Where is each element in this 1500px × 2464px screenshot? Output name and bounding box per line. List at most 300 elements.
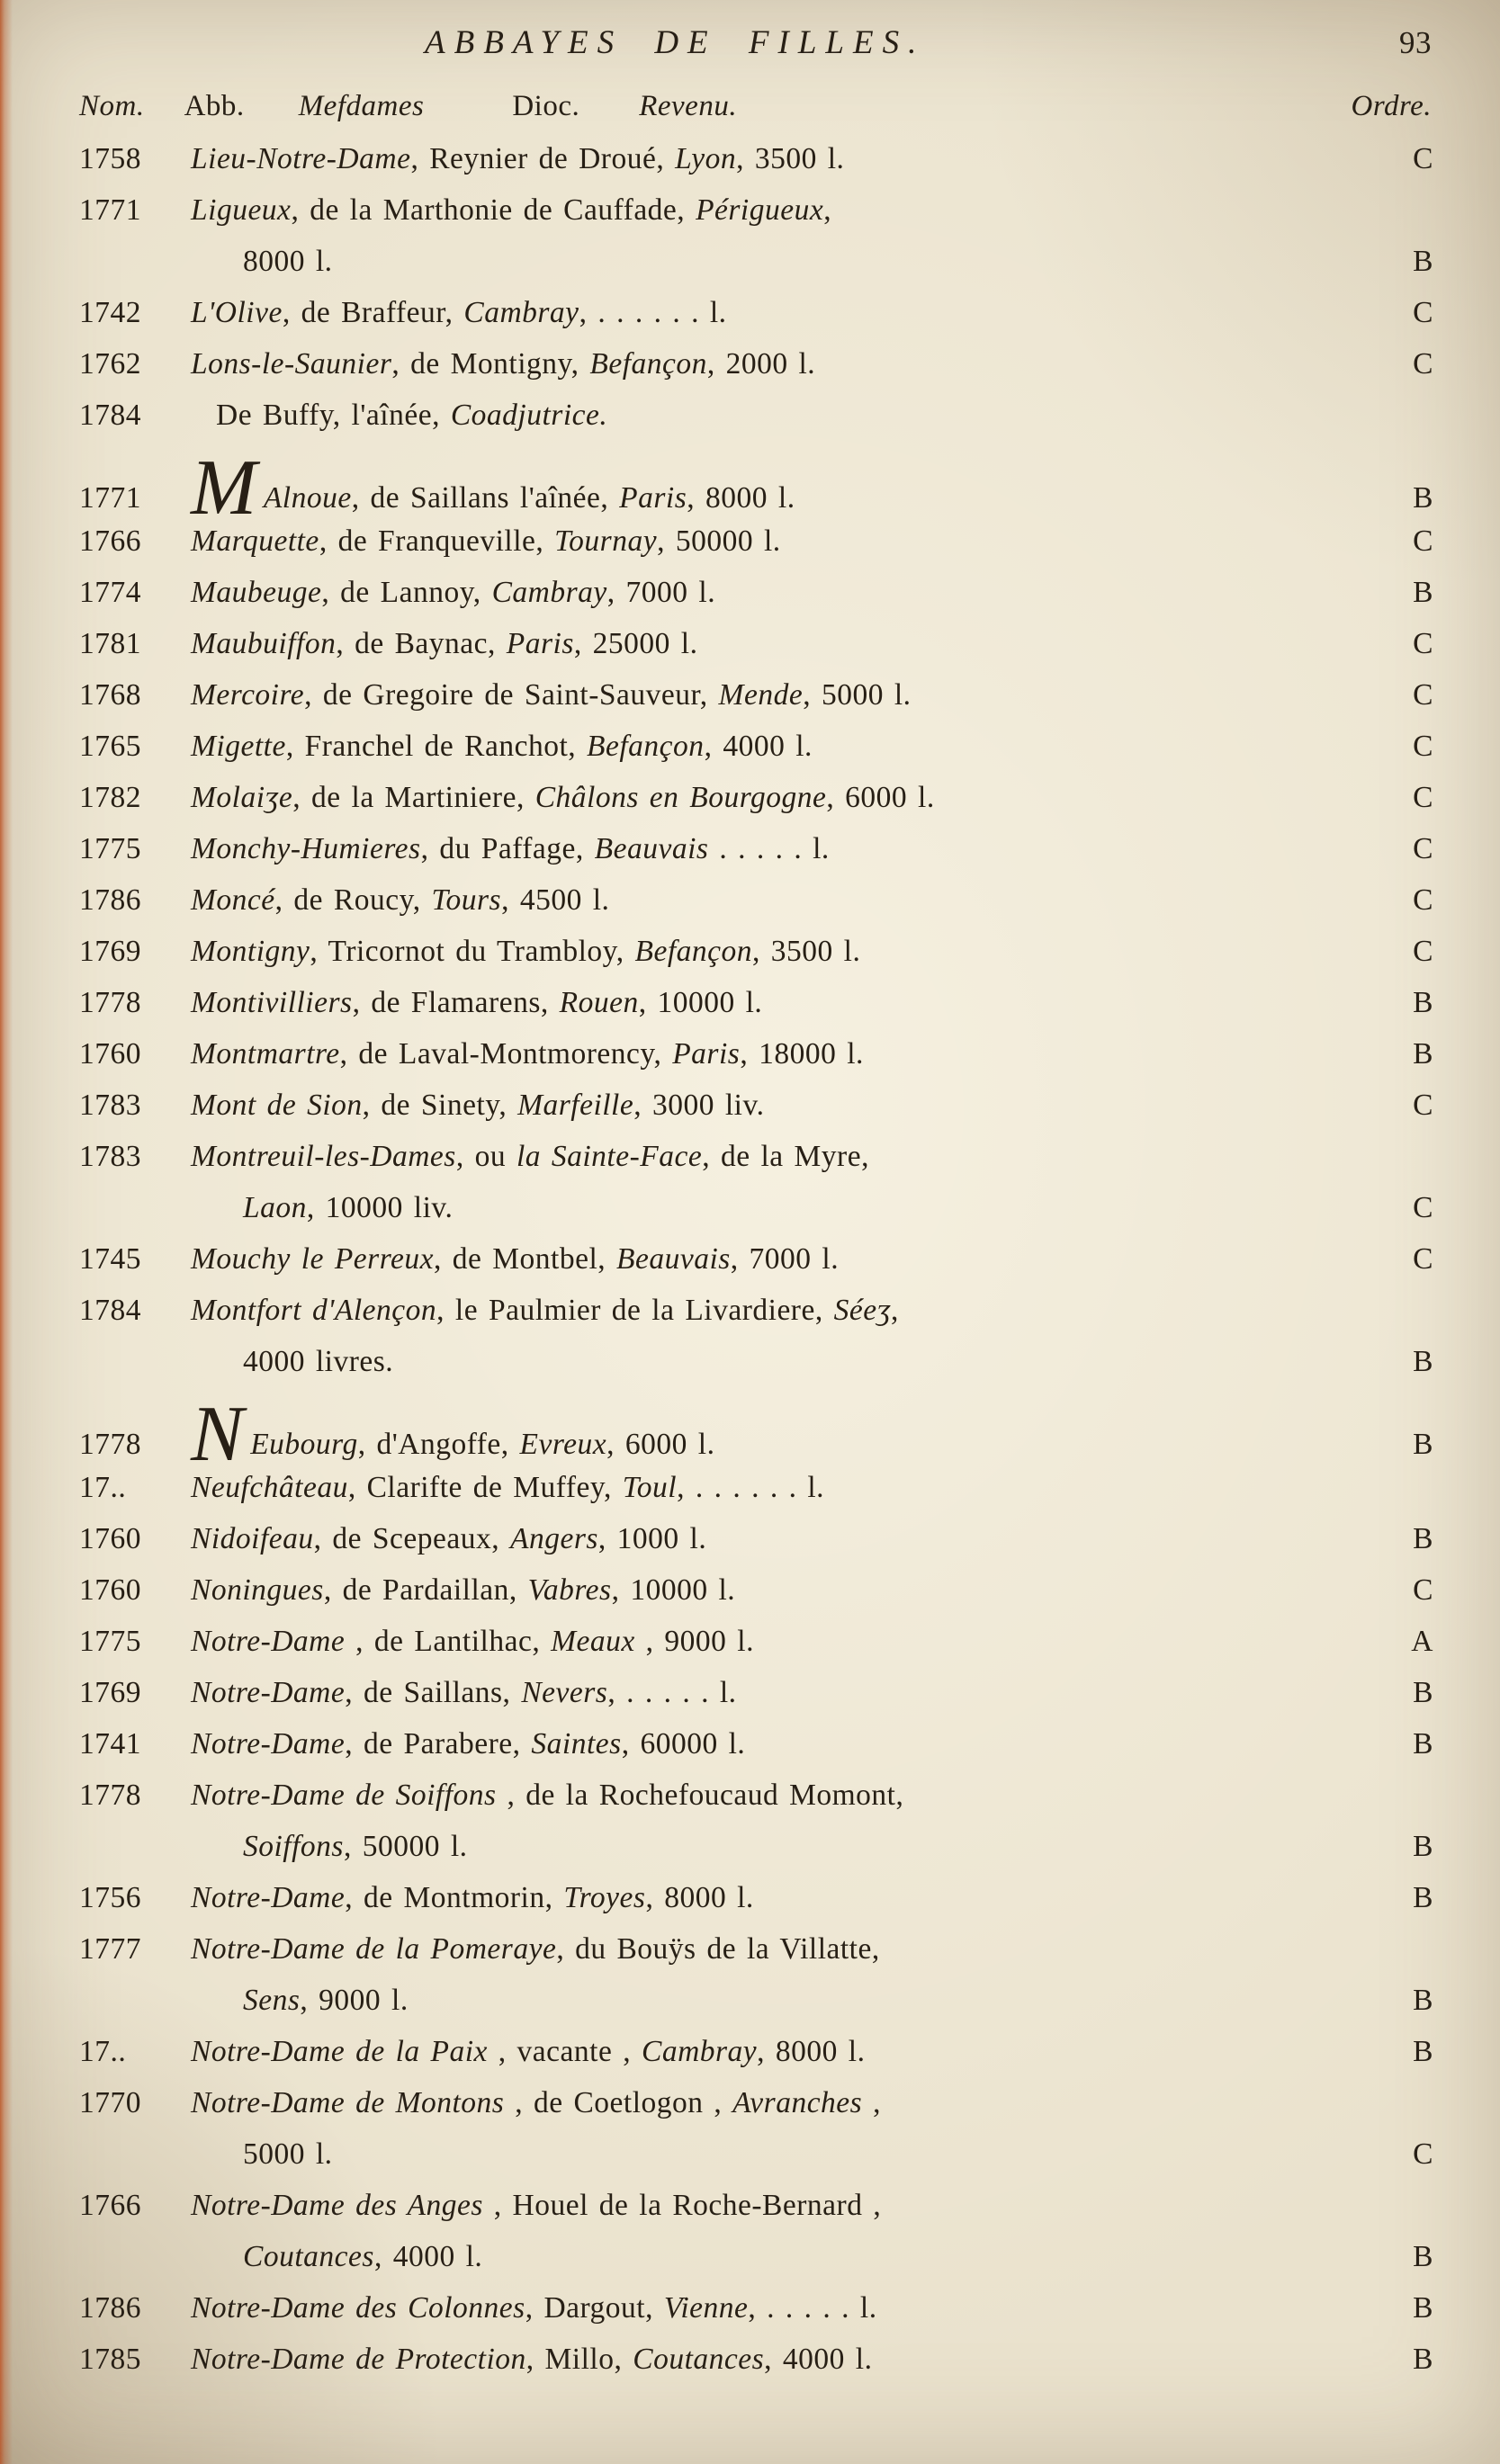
- entry-text: [191, 1564, 1392, 1616]
- entry-row: [79, 1462, 1433, 1513]
- entry-text-italic: Moncé: [191, 883, 275, 917]
- entry-year: 1778: [79, 1779, 141, 1812]
- entry-order-letter: B: [1413, 1830, 1433, 1863]
- entry-continuation-row: [79, 1975, 1433, 2026]
- entry-text-italic: Lyon: [675, 142, 737, 175]
- entry-text-italic: Paris: [506, 627, 574, 660]
- entry-text: [191, 669, 1392, 721]
- entry-text-italic: Mende: [718, 678, 804, 712]
- entry-text-roman: , 8000 l.: [645, 1881, 754, 1914]
- entry-order-letter: B: [1413, 986, 1433, 1019]
- entry-year: 1770: [79, 2086, 141, 2119]
- entry-row: [79, 1667, 1433, 1718]
- entry-text-italic: Befançon: [589, 347, 707, 381]
- entry-text: [191, 236, 1392, 287]
- entry-text-roman: , 50000 l.: [343, 1830, 468, 1863]
- entry-text-italic: Notre-Dame de Montons: [191, 2086, 505, 2119]
- entry-order-letter: C: [1413, 935, 1433, 968]
- entry-year: 17..: [79, 2035, 127, 2068]
- entry-order-letter: B: [1413, 1037, 1433, 1071]
- entry-year: 1782: [79, 781, 141, 814]
- entry-text: [191, 2334, 1392, 2385]
- entry-continuation-row: [79, 2231, 1433, 2282]
- entry-text-roman: ,: [862, 2086, 881, 2119]
- entry-text-roman: , le Paulmier de la Livardiere,: [436, 1294, 834, 1327]
- entry-year: 1781: [79, 627, 141, 660]
- entry-text: [191, 1028, 1392, 1080]
- entry-row: [79, 1028, 1433, 1080]
- entry-text-roman: , de Montmorin,: [345, 1881, 564, 1914]
- entry-row: [79, 977, 1433, 1028]
- entry-text-italic: Notre-Dame des Colonnes: [191, 2291, 525, 2325]
- entry-text-italic: Tournay: [554, 524, 658, 558]
- entry-order-letter: C: [1413, 781, 1433, 814]
- entry-text-roman: , 4000 l.: [373, 2240, 483, 2273]
- entry-text: [191, 1770, 1392, 1821]
- entry-text-roman: , de Baynac,: [336, 627, 507, 660]
- entry-text-roman: ,: [890, 1294, 899, 1327]
- entry-text-italic: Notre-Dame: [191, 1881, 346, 1914]
- entry-row: [79, 2077, 1433, 2128]
- entry-text-roman: 5000 l.: [243, 2137, 333, 2171]
- entry-text-roman: 8000 l.: [243, 245, 333, 278]
- entry-year: 1758: [79, 142, 141, 175]
- entry-text: [191, 874, 1392, 926]
- entry-row: [79, 1080, 1433, 1131]
- entry-order-letter: C: [1413, 1089, 1433, 1122]
- entry-text-roman: , de Braffeur,: [282, 296, 464, 329]
- entry-text-italic: Beauvais: [616, 1242, 731, 1276]
- entry-row: [79, 1616, 1433, 1667]
- entry-text-roman: , 7000 l.: [730, 1242, 840, 1276]
- entry-text-italic: Noningues: [191, 1573, 324, 1607]
- page-number: 93: [1399, 25, 1432, 60]
- entry-text-italic: Coutances: [633, 2343, 765, 2376]
- entry-row: [79, 390, 1433, 441]
- entry-text-italic: Monchy-Humieres: [191, 832, 421, 865]
- entry-text-roman: , . . . . . l.: [748, 2291, 877, 2325]
- entry-text-roman: , 4500 l.: [501, 883, 610, 917]
- entry-text-italic: Befançon: [634, 935, 753, 968]
- entry-continuation-row: [79, 236, 1433, 287]
- entry-text-italic: Lons-le-Saunier: [191, 347, 392, 381]
- entry-text: [191, 2026, 1392, 2077]
- entry-text-roman: , Tricornot du Trambloy,: [310, 935, 635, 968]
- dropcap-letter: N: [191, 1391, 245, 1478]
- entry-year: 1774: [79, 576, 141, 609]
- entry-text-roman: , 5000 l.: [803, 678, 912, 712]
- entry-row: [79, 1131, 1433, 1182]
- entry-text-italic: Notre-Dame de Protection: [191, 2343, 526, 2376]
- entry-text-italic: Montmartre: [191, 1037, 340, 1071]
- entry-text-italic: Laon: [243, 1191, 307, 1224]
- entry-text-italic: Beauvais: [594, 832, 709, 865]
- entry-text-roman: , 3500 l.: [736, 142, 845, 175]
- entry-year: 1778: [79, 1428, 141, 1461]
- entry-text: [191, 926, 1392, 977]
- entry-text-roman: , 4000 l.: [764, 2343, 873, 2376]
- entry-year: 1786: [79, 2291, 141, 2325]
- entry-text: [191, 721, 1392, 772]
- entry-text-italic: Paris: [672, 1037, 741, 1071]
- entry-order-letter: C: [1413, 678, 1433, 712]
- entry-order-letter: B: [1413, 2291, 1433, 2325]
- entries-list: [79, 133, 1433, 2385]
- entry-order-letter: B: [1413, 1428, 1433, 1461]
- entry-text-roman: , Reynier de Droué,: [410, 142, 676, 175]
- entry-text-italic: Mouchy le Perreux: [191, 1242, 434, 1276]
- entry-text-italic: Sens: [243, 1984, 301, 2017]
- entry-text-roman: , de Montigny,: [391, 347, 590, 381]
- entry-text-roman: , Dargout,: [525, 2291, 664, 2325]
- entry-text: [191, 1872, 1392, 1923]
- entry-text-italic: Cambray: [491, 576, 607, 609]
- entry-text: [191, 618, 1392, 669]
- entry-year: 1786: [79, 883, 141, 917]
- entry-row: [79, 874, 1433, 926]
- entry-row: [79, 1718, 1433, 1770]
- entry-order-letter: B: [1413, 2343, 1433, 2376]
- entry-text: [191, 287, 1392, 338]
- entry-text: [191, 1513, 1392, 1564]
- entry-year: 1760: [79, 1573, 141, 1607]
- entry-row: [79, 1564, 1433, 1616]
- entry-year: 1756: [79, 1881, 141, 1914]
- page-title: ABBAYES DE FILLES.: [425, 24, 926, 61]
- entry-text-roman: , d'Angoffe,: [357, 1428, 520, 1461]
- entry-text-italic: Maubuiffon: [191, 627, 337, 660]
- entry-row: [79, 184, 1433, 236]
- entry-text: [191, 1616, 1392, 1667]
- entry-text-roman: , 60000 l.: [621, 1727, 746, 1761]
- entry-row: [79, 515, 1433, 567]
- entry-order-letter: C: [1413, 1573, 1433, 1607]
- entry-text: [191, 515, 1392, 567]
- entry-text-italic: Notre-Dame de Soiffons: [191, 1779, 497, 1812]
- entry-year: 1775: [79, 1625, 141, 1658]
- entry-text-italic: Evreux: [519, 1428, 607, 1461]
- entry-text-italic: Soiffons: [243, 1830, 344, 1863]
- entry-year: 1765: [79, 730, 141, 763]
- entry-order-letter: B: [1413, 2035, 1433, 2068]
- entry-text-italic: Mercoire: [191, 678, 305, 712]
- entry-text-italic: Neufchâteau: [191, 1471, 348, 1504]
- entry-text-italic: Toul: [622, 1471, 678, 1504]
- entry-order-letter: C: [1413, 296, 1433, 329]
- entry-text-italic: Meaux: [551, 1625, 635, 1658]
- entry-row: [79, 2334, 1433, 2385]
- entry-text-roman: , 50000 l.: [657, 524, 781, 558]
- entry-text-italic: Notre-Dame des Anges: [191, 2189, 483, 2222]
- entry-text-italic: Vienne: [663, 2291, 749, 2325]
- entry-text: [191, 1462, 1392, 1513]
- entry-year: 1760: [79, 1037, 141, 1071]
- entry-text-roman: , de la Martiniere,: [292, 781, 535, 814]
- entry-text-roman: , 8000 l.: [757, 2035, 866, 2068]
- entry-year: 1783: [79, 1089, 141, 1122]
- entry-text: [191, 2180, 1392, 2231]
- entry-text-roman: , de Laval-Montmorency,: [339, 1037, 673, 1071]
- entry-text-italic: Montfort d'Alençon: [191, 1294, 437, 1327]
- entry-order-letter: C: [1413, 883, 1433, 917]
- entry-text-roman: , 6000 l.: [826, 781, 935, 814]
- entry-year: 1771: [79, 481, 141, 515]
- entry-text-italic: Montivilliers: [191, 986, 353, 1019]
- entry-text-roman: , 4000 l.: [704, 730, 813, 763]
- entry-text-roman: , vacante ,: [487, 2035, 642, 2068]
- entry-row: [79, 1513, 1433, 1564]
- entry-text: [191, 823, 1392, 874]
- entry-row: [79, 1285, 1433, 1336]
- entry-year: 1762: [79, 347, 141, 381]
- running-header: [79, 23, 1433, 81]
- entry-order-letter: B: [1413, 1676, 1433, 1709]
- entry-text-roman: , de Flamarens,: [352, 986, 560, 1019]
- entry-text-roman: , de Saillans,: [345, 1676, 522, 1709]
- entry-text-roman: , de la Myre,: [702, 1140, 869, 1173]
- entry-text-italic: Coutances: [243, 2240, 374, 2273]
- entry-text: [191, 1975, 1392, 2026]
- entry-row: [79, 926, 1433, 977]
- entry-order-letter: B: [1413, 1881, 1433, 1914]
- entry-order-letter: C: [1413, 2137, 1433, 2171]
- entry-text-roman: , 10000 l.: [638, 986, 763, 1019]
- entry-text-roman: , de Franqueville,: [319, 524, 555, 558]
- entry-text-italic: Notre-Dame: [191, 1727, 346, 1761]
- entry-row: [79, 1391, 1433, 1478]
- entry-text: [191, 2231, 1392, 2282]
- entry-text-roman: , 3000 liv.: [633, 1089, 765, 1122]
- entry-text: [191, 977, 1392, 1028]
- entry-text: [191, 2282, 1392, 2334]
- entry-text: [191, 2077, 1392, 2128]
- entry-row: [79, 2282, 1433, 2334]
- entry-text: [191, 1285, 1392, 1336]
- entry-text: [191, 567, 1392, 618]
- entry-row: [79, 567, 1433, 618]
- entry-order-letter: C: [1413, 347, 1433, 381]
- entry-text-italic: Avranches: [732, 2086, 863, 2119]
- entry-text-roman: , 6000 l.: [606, 1428, 715, 1461]
- entry-text-italic: Befançon: [587, 730, 705, 763]
- entry-text-italic: Nidoifeau: [191, 1522, 314, 1555]
- column-header-abb: Abb.: [184, 90, 245, 122]
- entry-text-roman: , de Parabere,: [345, 1727, 532, 1761]
- entry-text: [191, 1233, 1392, 1285]
- entry-order-letter: B: [1413, 1984, 1433, 2017]
- entry-text-roman: , Millo,: [525, 2343, 633, 2376]
- entry-year: 1785: [79, 2343, 141, 2376]
- column-header-ordre: Ordre.: [1351, 90, 1432, 122]
- entry-text-roman: , . . . . . l.: [607, 1676, 737, 1709]
- entry-text-italic: Saintes: [531, 1727, 622, 1761]
- entry-row: [79, 2180, 1433, 2231]
- entry-continuation-row: [79, 1821, 1433, 1872]
- entry-text-italic: Eubourg: [250, 1428, 358, 1461]
- entry-text-italic: L'Olive: [191, 296, 283, 329]
- entry-order-letter: B: [1413, 1345, 1433, 1378]
- entry-order-letter: B: [1413, 1727, 1433, 1761]
- entry-text-roman: , 3500 l.: [752, 935, 861, 968]
- entry-text: [191, 1080, 1392, 1131]
- entry-year: 1784: [79, 399, 141, 432]
- entry-text-roman: , de Roucy,: [274, 883, 432, 917]
- entry-text-roman: De Buffy, l'aînée,: [216, 399, 451, 432]
- entry-text-italic: Cambray: [641, 2035, 758, 2068]
- entry-year: 1768: [79, 678, 141, 712]
- dropcap-letter: M: [191, 444, 257, 532]
- entry-text-roman: , de la Marthonie de Cauffade,: [291, 193, 696, 227]
- entry-text-roman: , de la Rochefoucaud Momont,: [496, 1779, 904, 1812]
- entry-text-italic: Marfeille: [517, 1089, 634, 1122]
- entry-row: [79, 721, 1433, 772]
- entry-row: [79, 1923, 1433, 1975]
- entry-text-italic: Alnoue: [263, 481, 352, 515]
- entry-text-italic: Périgueux: [696, 193, 824, 227]
- entry-text-italic: Châlons en Bourgogne: [534, 781, 827, 814]
- entry-text-roman: , du Paffage,: [420, 832, 595, 865]
- entry-text-italic: Ligueux: [191, 193, 292, 227]
- entry-text: [191, 390, 1392, 441]
- entry-text-roman: , de Gregoire de Saint-Sauveur,: [304, 678, 719, 712]
- entry-year: 1741: [79, 1727, 141, 1761]
- entry-text-italic: Rouen: [559, 986, 639, 1019]
- entry-order-letter: C: [1413, 832, 1433, 865]
- entry-text: [191, 772, 1392, 823]
- entry-row: [79, 823, 1433, 874]
- entry-year: 1742: [79, 296, 141, 329]
- entry-text: [191, 1182, 1392, 1233]
- entry-row: [79, 618, 1433, 669]
- entry-text-italic: Angers: [510, 1522, 598, 1555]
- entry-text-roman: , de Lantilhac,: [345, 1625, 552, 1658]
- entry-row: [79, 1770, 1433, 1821]
- entry-text-italic: Troyes: [563, 1881, 646, 1914]
- entry-text-italic: Nevers: [521, 1676, 608, 1709]
- entry-text-italic: Cambray: [463, 296, 579, 329]
- entry-order-letter: C: [1413, 730, 1433, 763]
- column-header-nom: Nom.: [79, 90, 145, 122]
- entry-text-italic: Vabres: [527, 1573, 612, 1607]
- entry-text-roman: , 7000 l.: [606, 576, 716, 609]
- entry-text-roman: , . . . . . . l.: [677, 1471, 825, 1504]
- entry-row: [79, 669, 1433, 721]
- entry-text-roman: , 9000 l.: [300, 1984, 409, 2017]
- entry-year: 1769: [79, 1676, 141, 1709]
- entry-text-italic: Notre-Dame de la Paix: [191, 2035, 488, 2068]
- entry-text-roman: , du Bouÿs de la Villatte,: [556, 1932, 880, 1966]
- entry-continuation-row: [79, 1182, 1433, 1233]
- entry-text-roman: . . . . . l.: [708, 832, 830, 865]
- entry-continuation-row: [79, 2128, 1433, 2180]
- entry-text-roman: , Houel de la Roche-Bernard ,: [482, 2189, 882, 2222]
- entry-year: 1766: [79, 524, 141, 558]
- entry-text: [191, 338, 1392, 390]
- entry-order-letter: C: [1413, 1242, 1433, 1276]
- entry-text-roman: , de Lannoy,: [321, 576, 492, 609]
- entry-order-letter: C: [1413, 142, 1433, 175]
- entry-text-roman: , Franchel de Ranchot,: [285, 730, 588, 763]
- entry-order-letter: B: [1413, 576, 1433, 609]
- entry-text-roman: , . . . . . . l.: [579, 296, 727, 329]
- entry-text: [191, 1667, 1392, 1718]
- entry-order-letter: C: [1413, 524, 1433, 558]
- entry-row: [79, 338, 1433, 390]
- entry-text-italic: Migette: [191, 730, 286, 763]
- entry-text-italic: Montigny: [191, 935, 310, 968]
- entry-text-italic: Lieu-Notre-Dame: [191, 142, 411, 175]
- entry-text-roman: , de Coetlogon ,: [504, 2086, 733, 2119]
- entry-text-italic: Molaiʒe: [191, 781, 293, 814]
- entry-text-roman: , de Scepeaux,: [313, 1522, 510, 1555]
- entry-text: [191, 1131, 1392, 1182]
- entry-year: 1778: [79, 986, 141, 1019]
- entry-text-italic: Coadjutrice.: [450, 399, 608, 432]
- entry-text-roman: , Clarifte de Muffey,: [347, 1471, 623, 1504]
- entry-text-italic: Notre-Dame: [191, 1676, 346, 1709]
- entry-text-roman: , de Saillans l'aînée,: [351, 481, 620, 515]
- entry-text-roman: ,: [823, 193, 832, 227]
- entry-year: 1777: [79, 1932, 141, 1966]
- entry-text: [191, 1923, 1392, 1975]
- entry-text-roman: , 8000 l.: [687, 481, 795, 515]
- entry-year: 1760: [79, 1522, 141, 1555]
- entry-row: [79, 287, 1433, 338]
- entry-text-roman: , de Sinety,: [362, 1089, 518, 1122]
- entry-order-letter: B: [1413, 2240, 1433, 2273]
- entry-row: [79, 1872, 1433, 1923]
- entry-text-roman: , 25000 l.: [573, 627, 698, 660]
- entry-year: 17..: [79, 1471, 127, 1504]
- entry-text-roman: 4000 livres.: [243, 1345, 394, 1378]
- entry-order-letter: B: [1413, 1522, 1433, 1555]
- entry-text-italic: Maubeuge: [191, 576, 322, 609]
- entry-year: 1775: [79, 832, 141, 865]
- column-header-mefdames: Mefdames: [298, 90, 425, 122]
- entry-text: [191, 184, 1392, 236]
- entry-text-italic: Tours: [431, 883, 502, 917]
- column-headers: [79, 81, 1433, 131]
- entry-year: 1771: [79, 193, 141, 227]
- entry-text: [191, 1821, 1392, 1872]
- entry-text-roman: , de Montbel,: [433, 1242, 616, 1276]
- entry-text-italic: Paris: [619, 481, 687, 515]
- entry-text-italic: Séeʒ: [833, 1294, 891, 1327]
- column-header-dioc: Dioc.: [512, 90, 580, 122]
- entry-order-letter: B: [1413, 245, 1433, 278]
- entry-text: [191, 1718, 1392, 1770]
- column-header-revenu: Revenu.: [639, 90, 738, 122]
- entry-text-italic: Mont de Sion: [191, 1089, 363, 1122]
- entry-row: [79, 133, 1433, 184]
- entry-row: [79, 1233, 1433, 1285]
- entry-order-letter: A: [1411, 1625, 1433, 1658]
- entry-text-italic: Montreuil-les-Dames: [191, 1140, 456, 1173]
- entry-text-italic: la Sainte-Face: [516, 1140, 703, 1173]
- entry-year: 1766: [79, 2189, 141, 2222]
- entry-order-letter: C: [1413, 627, 1433, 660]
- entry-text-italic: Marquette: [191, 524, 319, 558]
- entry-text: [191, 2128, 1392, 2180]
- entry-text-roman: , 18000 l.: [740, 1037, 864, 1071]
- page-content: [79, 23, 1433, 2385]
- entry-text-roman: , ou: [455, 1140, 516, 1173]
- entry-text-roman: , 1000 l.: [597, 1522, 707, 1555]
- entry-text-roman: , de Pardaillan,: [323, 1573, 528, 1607]
- entry-row: [79, 772, 1433, 823]
- entry-text-roman: , 10000 l.: [611, 1573, 736, 1607]
- entry-year: 1783: [79, 1140, 141, 1173]
